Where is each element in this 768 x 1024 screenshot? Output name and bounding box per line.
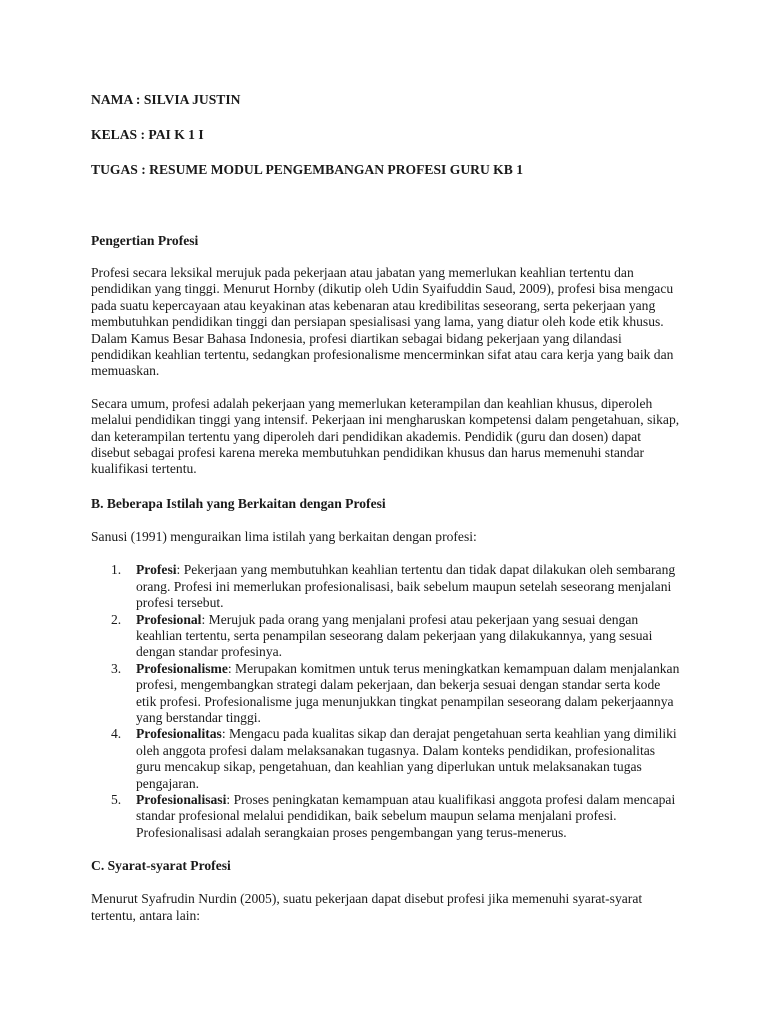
- list-item-text: : Pekerjaan yang membutuhkan keahlian tertentu dan tidak dapat dilakukan oleh sembarang orang. Profesi ini memerlukan profesionalisasi, baik sebelum maupun setelah seseorang menjalani profesi tersebut.: [136, 562, 676, 611]
- student-class: KELAS : PAI K 1 I: [91, 127, 204, 142]
- paragraph-definition-2: Secara umum, profesi adalah pekerjaan yang memerlukan keterampilan dan keahlian khusus, diperoleh melalui pendidikan tinggi yang intensif. Pekerjaan ini mengharuskan kompetensi dalam pengetahuan, sikap, dan keterampilan tertentu yang diperoleh dari pendidikan akademis. Pendidik (guru dan dosen) dapat disebut sebagai profesi karena mereka membutuhkan pendidikan khusus dan harus memenuhi standar kualifikasi tertentu.: [91, 395, 680, 477]
- list-item-number: 1.: [111, 562, 122, 578]
- list-item-term: Profesionalitas: [136, 726, 222, 742]
- list-item-number: 4.: [111, 726, 122, 742]
- list-item-number: 3.: [111, 660, 122, 676]
- list-item: [91, 661, 683, 727]
- section-heading-istilah: B. Beberapa Istilah yang Berkaitan dengan Profesi: [91, 495, 386, 511]
- document-body: [91, 91, 683, 924]
- istilah-list: [91, 562, 683, 841]
- section-heading-pengertian: Pengertian Profesi: [91, 233, 199, 248]
- list-item-text: : Merupakan komitmen untuk terus meningkatkan kemampuan dalam menjalankan profesi, mengembangkan strategi dalam pekerjaan, dan bekerja sesuai dengan standar serta kode etik profesi. Profesionalisme juga menunjukkan tingkat penampilan seseorang dalam pekerjaannya yang berstandar tinggi.: [136, 660, 680, 725]
- paragraph-istilah-intro: Sanusi (1991) menguraikan lima istilah yang berkaitan dengan profesi:: [91, 528, 477, 544]
- list-item-term: Profesi: [136, 562, 177, 578]
- list-item-text: : Proses peningkatan kemampuan atau kualifikasi anggota profesi dalam mencapai standar profesional melalui pendidikan, baik sebelum maupun selama menjalani profesi. Profesionalisasi adalah serangkaian proses pengembangan yang terus-menerus.: [136, 791, 676, 840]
- list-item-term: Profesionalisasi: [136, 791, 227, 807]
- list-item: [91, 792, 683, 841]
- list-item: [91, 612, 683, 661]
- list-item-number: 2.: [111, 611, 122, 627]
- assignment-title: TUGAS : RESUME MODUL PENGEMBANGAN PROFESI GURU KB 1: [91, 162, 524, 177]
- list-item: [91, 562, 683, 611]
- list-item-term: Profesionalisme: [136, 660, 228, 676]
- paragraph-syarat-intro: Menurut Syafrudin Nurdin (2005), suatu pekerjaan dapat disebut profesi jika memenuhi syarat-syarat tertentu, antara lain:: [91, 891, 643, 923]
- student-name: NAMA : SILVIA JUSTIN: [91, 92, 241, 107]
- list-item-number: 5.: [111, 791, 122, 807]
- list-item-term: Profesional: [136, 611, 202, 627]
- list-item: [91, 726, 683, 792]
- section-heading-syarat: C. Syarat-syarat Profesi: [91, 858, 231, 874]
- list-item-text: : Mengacu pada kualitas sikap dan derajat pengetahuan serta keahlian yang dimiliki oleh anggota profesi dalam melaksanakan tugasnya. Dalam konteks pendidikan, profesionalitas guru mencakup sikap, pengetahuan, dan keahlian yang diperlukan untuk melaksanakan tugas pengajaran.: [136, 726, 677, 791]
- paragraph-definition-1: Profesi secara leksikal merujuk pada pekerjaan atau jabatan yang memerlukan keahlian tertentu dan pendidikan yang tinggi. Menurut Hornby (dikutip oleh Udin Syaifuddin Saud, 2009), profesi bisa mengacu pada suatu kepercayaan atau keyakinan atas kebenaran atau kredibilitas seseorang, serta pekerjaan yang membutuhkan pendidikan tinggi dan persiapan spesialisasi yang lama, yang diatur oleh kode etik khusus. Dalam Kamus Besar Bahasa Indonesia, profesi diartikan sebagai bidang pekerjaan yang dilandasi pendidikan keahlian tertentu, sedangkan profesionalisme mencerminkan sifat atau cara kerja yang baik dan memuaskan.: [91, 265, 674, 379]
- list-item-text: : Merujuk pada orang yang menjalani profesi atau pekerjaan yang sesuai dengan keahlian tertentu, serta penampilan seseorang dalam pekerjaan yang dilakukannya, yang sesuai dengan standar profesinya.: [136, 611, 653, 660]
